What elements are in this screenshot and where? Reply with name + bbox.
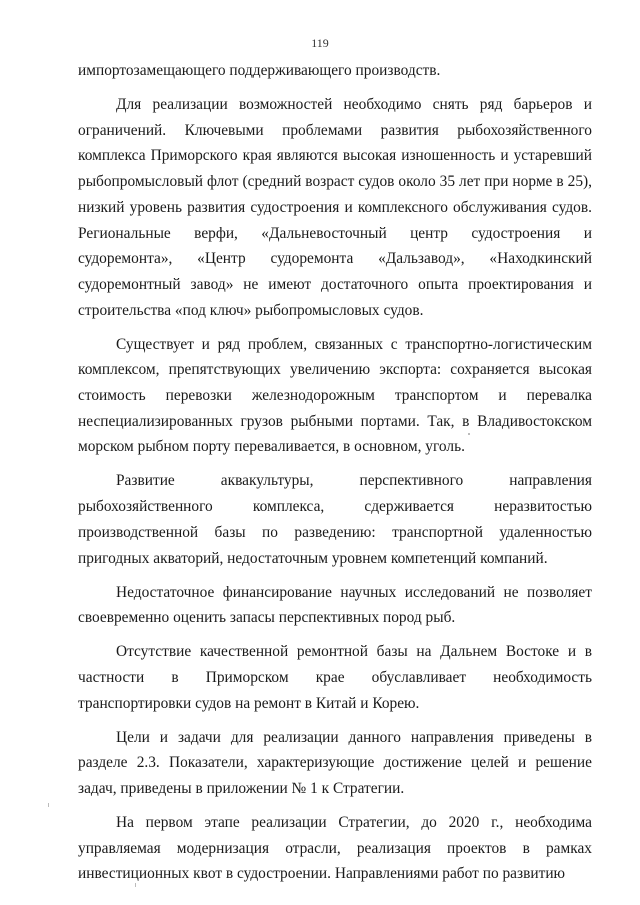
paragraph-first-stage: На первом этапе реализации Стратегии, до 2020 г., необходима управляемая модернизация отрасли, реализация проектов в рамках инвестиционных квот в судостроении. Направлениями работ по развитию xyxy=(78,814,592,883)
page-number: 119 xyxy=(311,36,329,50)
paragraph-research: Недостаточное финансирование научных исследований не позволяет своевременно оценить запасы перспективных пород рыб. xyxy=(78,583,592,627)
document-body xyxy=(78,58,592,895)
scan-speck xyxy=(135,883,136,887)
paragraph-logistics: Существует и ряд проблем, связанных с транспортно-логистическим комплексом, препятствующих увеличению экспорта: сохраняется высокая стоимость перевозки железнодорожным транспортом и перевалка неспециализированных грузов рыбными портами. Так, в Владивостокском морском рыбном порту переваливается, в основном, уголь. xyxy=(78,335,592,456)
paragraph-repair-base: Отсутствие качественной ремонтной базы на Дальнем Востоке и в частности в Приморском крае обуславливает необходимость транспортировки судов на ремонт в Китай и Корею. xyxy=(78,643,592,712)
scan-speck xyxy=(468,433,470,435)
scan-speck xyxy=(48,803,49,807)
paragraph-aquaculture: Развитие аквакультуры, перспективного направления рыбохозяйственного комплекса, сдерживается неразвитостью производственной базы по разведению: транспортной удаленностью пригодных акваторий, недостаточным уровнем компетенций компаний. xyxy=(78,472,592,567)
paragraph-goals: Цели и задачи для реализации данного направления приведены в разделе 2.3. Показатели, характеризующие достижение целей и решение задач, приведены в приложении № 1 к Стратегии. xyxy=(78,728,592,798)
paragraph-barriers: Для реализации возможностей необходимо снять ряд барьеров и ограничений. Ключевыми проблемами развития рыбохозяйственного комплекса Приморского края являются высокая изношенность и устаревший рыбопромысловый флот (средний возраст судов около 35 лет при норме в 25), низкий уровень развития судостроения и комплексного обслуживания судов. Региональные верфи, «Дальневосточный центр судостроения и судоремонта», «Центр судоремонта «Дальзавод», «Находкинский судоремонтный завод» не имеют достаточного опыта проектирования и строительства «под ключ» рыбопромысловых судов. xyxy=(78,96,592,319)
paragraph-continuation: импортозамещающего поддерживающего производств. xyxy=(78,62,441,79)
